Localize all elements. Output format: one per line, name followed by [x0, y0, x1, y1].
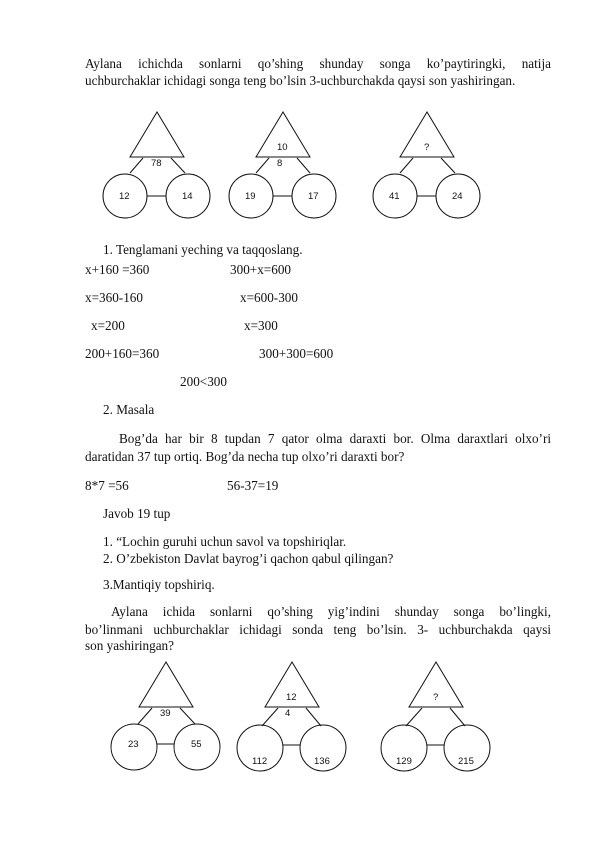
puzzle2-1-right: 55	[191, 739, 202, 750]
puzzle2-2-left: 112	[252, 756, 268, 767]
puzzle1-2-mid: 8	[277, 158, 283, 169]
logic-text-3: son yashiringan?	[85, 638, 174, 653]
logic-text-2: bo’linmani uchburchaklar ichidagi sonda teng bo’lsin. 3- uchburchakda qaysi	[85, 622, 551, 637]
task1-eq-b3: x=300	[244, 318, 278, 333]
puzzle2-2-mid: 4	[285, 708, 291, 719]
puzzle2-1-left: 23	[128, 739, 139, 750]
puzzle1-1-mid: 78	[151, 158, 162, 169]
puzzle1-figure-2	[229, 112, 336, 218]
puzzle2-3-triangle: ?	[433, 692, 439, 703]
task1-eq-a3: x=200	[91, 318, 125, 333]
puzzle1-figure-3	[373, 112, 480, 218]
puzzle2-figure-3	[381, 662, 490, 771]
intro-line-2: uchburchaklar ichidagi songa teng bo’lsin 3-uchburchakda qaysi son yashiringan.	[85, 73, 516, 88]
task1-eq-b1: 300+x=600	[230, 262, 292, 277]
task1-compare: 200<300	[180, 374, 227, 389]
puzzle1-1-right: 14	[182, 191, 193, 202]
task2-text-2: daratidan 37 tup ortiq. Bog’da necha tup olxo’ri daraxti bor?	[85, 449, 405, 464]
question-2: 2. O’zbekiston Davlat bayrog’i qachon qabul qilingan?	[103, 551, 394, 566]
task1-eq-a4: 200+160=360	[85, 346, 160, 361]
question-3: 3.Mantiqiy topshiriq.	[103, 577, 215, 592]
task2-answer: Javob 19 tup	[103, 506, 171, 521]
puzzle2-2-right: 136	[314, 756, 330, 767]
logic-text-1: Aylana ichida sonlarni qo’shing yig’indini shunday songa bo’lingki,	[111, 604, 551, 619]
puzzle1-2-right: 17	[308, 191, 319, 202]
puzzle2-3-left: 129	[396, 756, 412, 767]
task1-heading: 1. Tenglamani yeching va taqqoslang.	[103, 242, 303, 257]
puzzle2-1-mid: 39	[160, 708, 171, 719]
task2-calc-2: 56-37=19	[227, 478, 279, 493]
task2-text-1: Bog’da har bir 8 tupdan 7 qator olma daraxti bor. Olma daraxtlari olxo’ri	[119, 431, 551, 446]
questions-heading: 1. “Lochin guruhi uchun savol va topshiriqlar.	[103, 534, 347, 549]
intro-line-1: Aylana ichichda sonlarni qo’shing shunday songa ko’paytiringki, natija	[85, 56, 551, 71]
task1-eq-a1: x+160 =360	[85, 262, 150, 277]
puzzle1-2-left: 19	[245, 191, 256, 202]
puzzle2-figure-2	[237, 662, 346, 771]
puzzle1-3-triangle: ?	[424, 142, 430, 153]
puzzle1-3-right: 24	[452, 191, 463, 202]
puzzle1-1-left: 12	[119, 191, 130, 202]
task1-eq-b4: 300+300=600	[259, 346, 334, 361]
task1-eq-a2: x=360-160	[85, 290, 143, 305]
puzzle1-2-triangle: 10	[277, 142, 288, 153]
puzzle2-2-triangle: 12	[286, 692, 297, 703]
puzzle2-3-right: 215	[458, 756, 474, 767]
puzzle1-3-left: 41	[389, 191, 400, 202]
task2-calc-1: 8*7 =56	[85, 478, 129, 493]
task2-heading: 2. Masala	[103, 402, 155, 417]
task1-eq-b2: x=600-300	[240, 290, 298, 305]
